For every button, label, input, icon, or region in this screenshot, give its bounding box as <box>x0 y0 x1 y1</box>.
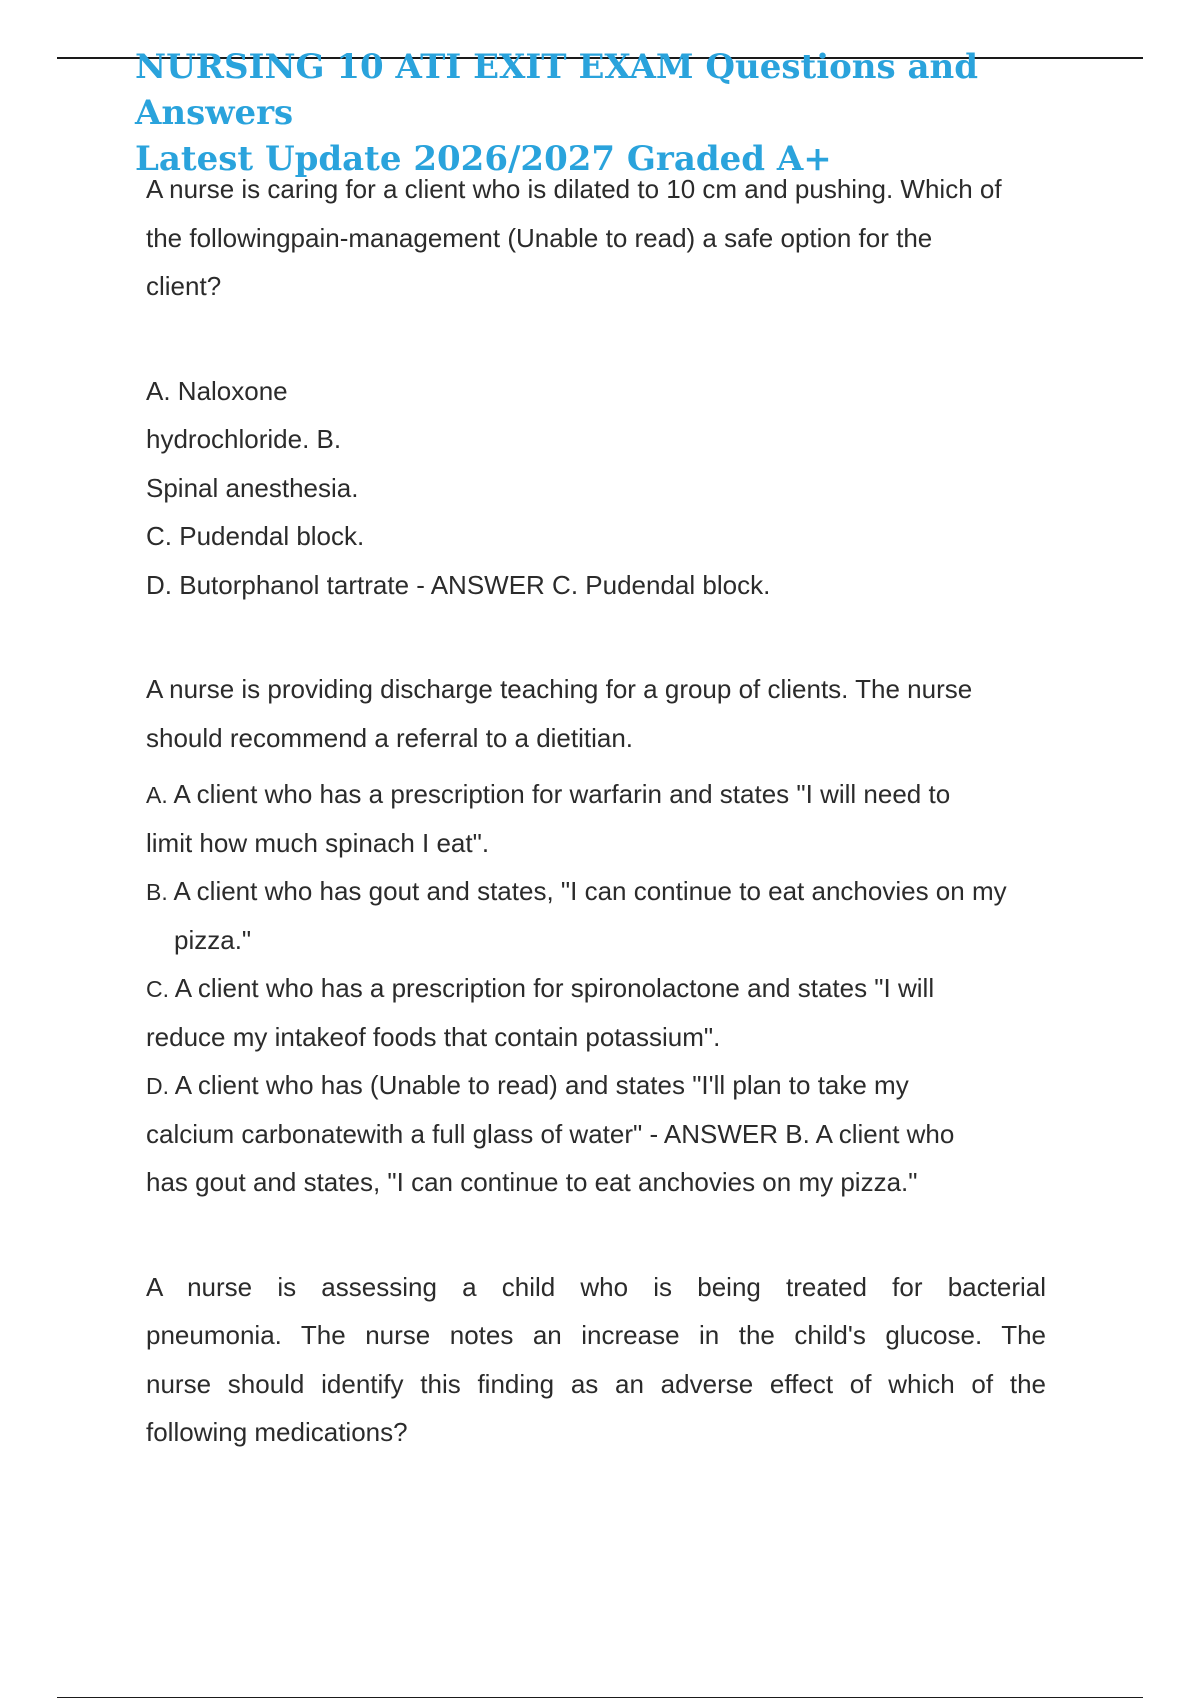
question-1-option-line-5-answer: D. Butorphanol tartrate - ANSWER C. Pudendal block. <box>146 569 771 600</box>
question-3-line-1: A nurse is assessing a child who is being treated for bacterial <box>146 1271 1046 1302</box>
question-1-options <box>146 367 1076 610</box>
question-2-options <box>146 770 1076 1207</box>
question-3 <box>146 1263 1076 1457</box>
question-1 <box>146 165 1076 311</box>
question-1-option-line-4: C. Pudendal block. <box>146 521 365 551</box>
option-text: A client who has a prescription for warfarin and states "I will need to <box>173 779 951 809</box>
question-2-option-c <box>146 964 1076 1013</box>
question-2-option-a-cont <box>146 819 1076 868</box>
question-2 <box>146 665 1076 762</box>
question-1-option-line-3: Spinal anesthesia. <box>146 472 359 503</box>
question-1-option-line-1: A. Naloxone <box>146 375 288 406</box>
option-text: A client who has a prescription for spironolactone and states "I will <box>174 973 935 1003</box>
question-1-line-2: the followingpain-management (Unable to read) a safe option for the <box>146 222 933 253</box>
question-2-option-c-cont <box>146 1013 1076 1062</box>
option-text: calcium carbonatewith a full glass of water" - ANSWER B. A client who <box>146 1118 955 1149</box>
question-1-line-3: client? <box>146 271 222 301</box>
question-1-option-line-2: hydrochloride. B. <box>146 424 342 454</box>
document-title <box>135 44 1135 182</box>
option-text: has gout and states, "I can continue to eat anchovies on my pizza." <box>146 1167 918 1197</box>
document-body <box>146 165 1076 1457</box>
title-line-2: Latest Update 2026/2027 Graded A+ <box>135 139 832 179</box>
option-text: pizza." <box>174 924 252 955</box>
question-2-line-1: A nurse is providing discharge teaching for a group of clients. The nurse <box>146 674 973 704</box>
question-2-answer-cont <box>146 1158 1076 1207</box>
title-line-1: NURSING 10 ATI EXIT EXAM Questions and Answers <box>135 47 979 133</box>
question-2-option-a <box>146 770 1076 819</box>
option-letter: C. <box>146 976 169 1002</box>
question-3-line-3: nurse should identify this finding as an adverse effect of which of the <box>146 1368 1046 1399</box>
question-2-option-b <box>146 867 1076 916</box>
bottom-rule <box>57 1697 1143 1698</box>
option-letter: D. <box>146 1073 169 1099</box>
question-1-line-1: A nurse is caring for a client who is dilated to 10 cm and pushing. Which of <box>146 174 1002 204</box>
option-letter: B. <box>146 879 168 905</box>
option-text: A client who has (Unable to read) and states "I'll plan to take my <box>174 1070 909 1100</box>
question-3-line-4: following medications? <box>146 1417 408 1447</box>
question-2-option-b-cont <box>146 916 1076 965</box>
question-2-option-d-cont <box>146 1110 1076 1159</box>
option-text: reduce my intakeof foods that contain potassium". <box>146 1021 721 1052</box>
option-text: limit how much spinach I eat". <box>146 827 490 858</box>
option-text: A client who has gout and states, "I can continue to eat anchovies on my <box>173 876 1007 906</box>
question-2-option-d <box>146 1061 1076 1110</box>
option-letter: A. <box>146 782 168 808</box>
question-2-line-2: should recommend a referral to a dietitian. <box>146 722 634 753</box>
question-3-line-2: pneumonia. The nurse notes an increase in the child's glucose. The <box>146 1320 1046 1350</box>
